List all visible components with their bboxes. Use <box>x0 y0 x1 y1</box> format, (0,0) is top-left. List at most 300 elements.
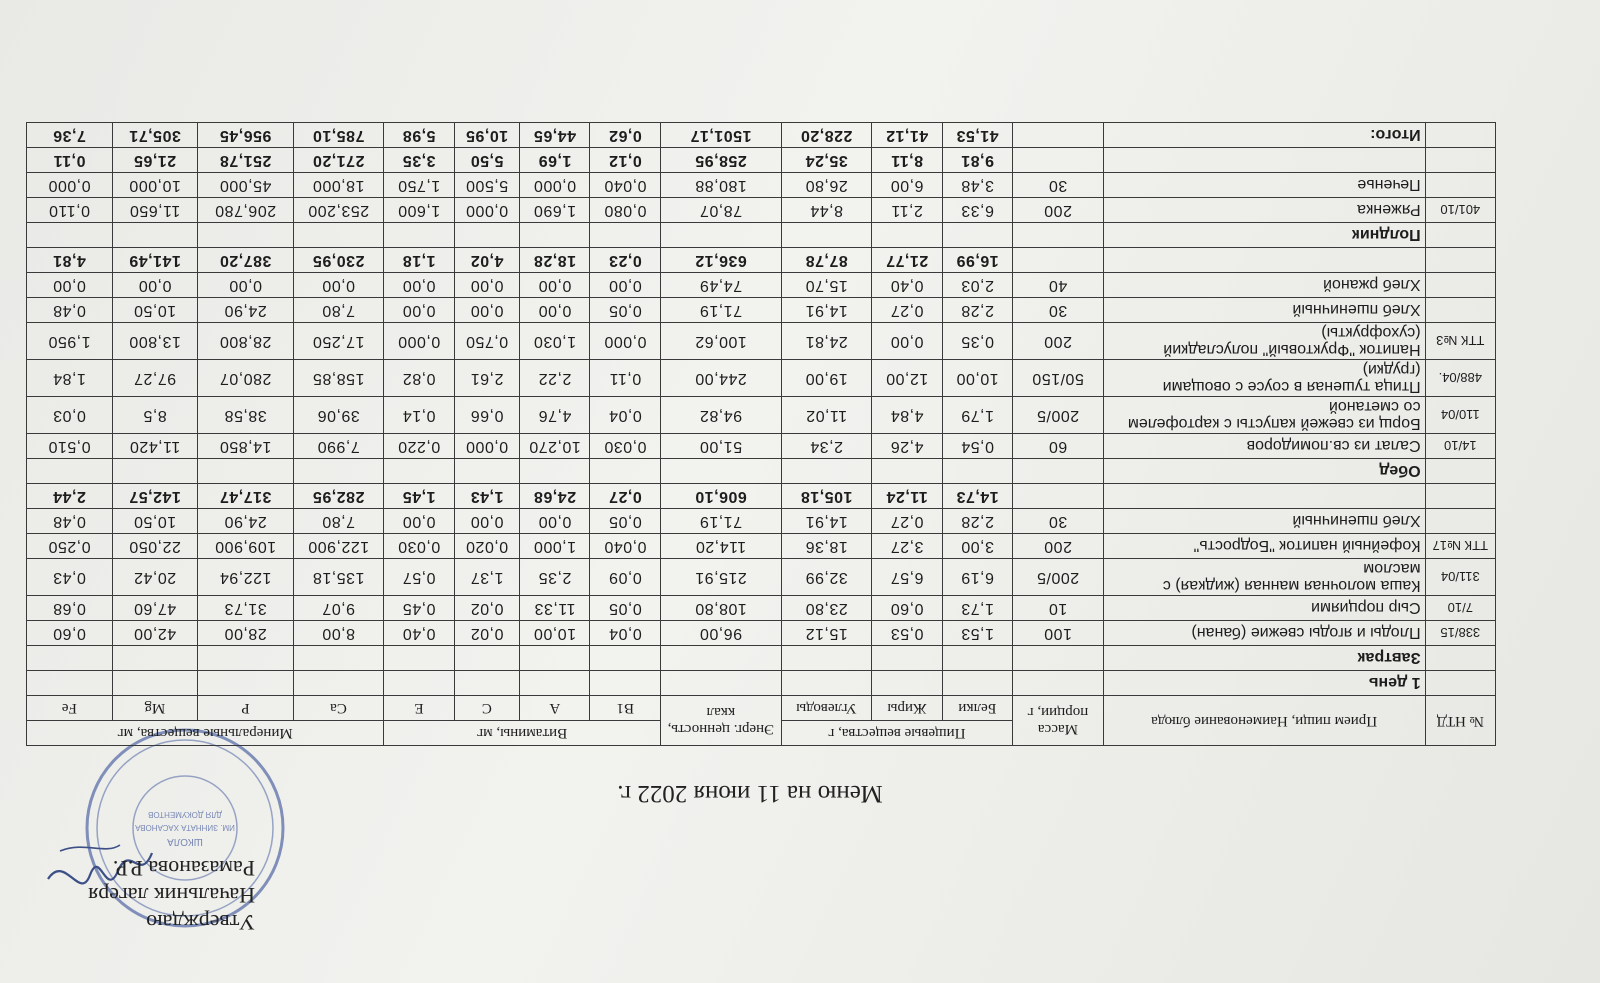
cell-fat: 4,26 <box>872 434 942 459</box>
cell-p: 24,90 <box>198 298 294 323</box>
cell-c <box>454 223 519 248</box>
cell-carbs: 14,91 <box>781 509 872 534</box>
cell-mass: 200 <box>1013 534 1104 559</box>
cell-c: 1,43 <box>454 484 519 509</box>
cell-b1: 0,00 <box>590 273 660 298</box>
cell-carbs <box>781 671 872 696</box>
cell-energy <box>660 459 781 484</box>
cell-ntd: 14/10 <box>1425 434 1495 459</box>
cell-mg: 141,49 <box>112 248 198 273</box>
col-fe: Fe <box>27 696 113 721</box>
cell-carbs: 24,81 <box>781 323 872 360</box>
cell-e <box>384 459 454 484</box>
cell-carbs <box>781 646 872 671</box>
section-row <box>27 223 1496 248</box>
cell-fat: 0,60 <box>872 596 942 621</box>
cell-fat: 4,84 <box>872 397 942 434</box>
cell-mass <box>1013 123 1104 148</box>
cell-name: 1 день <box>1103 671 1425 696</box>
cell-fe: 0,48 <box>27 509 113 534</box>
svg-text:ШКОЛА: ШКОЛА <box>167 836 203 847</box>
cell-mass: 200 <box>1013 198 1104 223</box>
cell-b1: 0,05 <box>590 298 660 323</box>
col-mg: Mg <box>112 696 198 721</box>
cell-mg: 10,50 <box>112 298 198 323</box>
cell-e: 1,45 <box>384 484 454 509</box>
cell-mass <box>1013 248 1104 273</box>
cell-energy: 258,95 <box>660 148 781 173</box>
cell-ca: 785,10 <box>293 123 384 148</box>
cell-fe: 0,48 <box>27 298 113 323</box>
cell-mass <box>1013 671 1104 696</box>
col-carbs: Углеводы <box>781 696 872 721</box>
cell-carbs: 32,99 <box>781 559 872 596</box>
cell-b1: 0,27 <box>590 484 660 509</box>
cell-protein: 0,54 <box>942 434 1012 459</box>
total-row <box>27 148 1496 173</box>
cell-fat <box>872 223 942 248</box>
approval-block <box>15 854 255 935</box>
cell-fe <box>27 223 113 248</box>
cell-c: 4,02 <box>454 248 519 273</box>
cell-protein: 3,48 <box>942 173 1012 198</box>
cell-mg <box>112 223 198 248</box>
cell-e: 1,18 <box>384 248 454 273</box>
cell-name: Ряженка <box>1103 198 1425 223</box>
cell-e: 0,00 <box>384 273 454 298</box>
cell-mass <box>1013 148 1104 173</box>
approval-line: Утверждаю <box>146 910 255 935</box>
cell-protein: 0,35 <box>942 323 1012 360</box>
cell-p: 38,58 <box>198 397 294 434</box>
cell-ca: 7,990 <box>293 434 384 459</box>
cell-c: 0,00 <box>454 273 519 298</box>
cell-name <box>1103 148 1425 173</box>
cell-mass: 100 <box>1013 621 1104 646</box>
cell-ntd <box>1425 123 1495 148</box>
table-row <box>27 596 1496 621</box>
table-row <box>27 273 1496 298</box>
document-title: Меню на 11 июня 2022 г. <box>617 780 883 807</box>
cell-protein: 6,33 <box>942 198 1012 223</box>
cell-ca: 158,85 <box>293 360 384 397</box>
cell-fat: 21,77 <box>872 248 942 273</box>
cell-ntd: ТТК №3 <box>1425 323 1495 360</box>
cell-fat: 6,00 <box>872 173 942 198</box>
cell-protein: 2,28 <box>942 298 1012 323</box>
col-ca: Ca <box>293 696 384 721</box>
approval-person: Рамазанова Р.Р. <box>112 856 255 881</box>
cell-a: 10,00 <box>520 621 590 646</box>
cell-ca <box>293 223 384 248</box>
cell-ca: 253,200 <box>293 198 384 223</box>
cell-energy: 244,00 <box>660 360 781 397</box>
cell-carbs: 35,24 <box>781 148 872 173</box>
cell-name: Хлеб ржаной <box>1103 273 1425 298</box>
cell-name <box>1103 484 1425 509</box>
cell-energy: 108,80 <box>660 596 781 621</box>
cell-carbs <box>781 459 872 484</box>
cell-fe: 0,250 <box>27 534 113 559</box>
cell-mg: 11,650 <box>112 198 198 223</box>
cell-p: 45,000 <box>198 173 294 198</box>
col-fat: Жиры <box>872 696 942 721</box>
cell-energy: 180,88 <box>660 173 781 198</box>
cell-c: 0,000 <box>454 434 519 459</box>
cell-c: 0,02 <box>454 621 519 646</box>
cell-mg: 11,420 <box>112 434 198 459</box>
cell-p: 206,780 <box>198 198 294 223</box>
cell-energy: 100,62 <box>660 323 781 360</box>
cell-c: 2,61 <box>454 360 519 397</box>
cell-protein: 1,79 <box>942 397 1012 434</box>
cell-a: 2,35 <box>520 559 590 596</box>
cell-energy: 1501,17 <box>660 123 781 148</box>
svg-text:ДЛЯ ДОКУМЕНТОВ: ДЛЯ ДОКУМЕНТОВ <box>147 810 223 819</box>
cell-b1: 0,11 <box>590 360 660 397</box>
cell-mg: 10,000 <box>112 173 198 198</box>
cell-p: 14,850 <box>198 434 294 459</box>
cell-ntd: ТТК №17 <box>1425 534 1495 559</box>
table-body <box>27 123 1496 696</box>
cell-p: 28,00 <box>198 621 294 646</box>
cell-fat: 41,12 <box>872 123 942 148</box>
cell-c: 5,50 <box>454 148 519 173</box>
cell-e: 0,57 <box>384 559 454 596</box>
cell-mg: 142,57 <box>112 484 198 509</box>
cell-fe: 0,000 <box>27 173 113 198</box>
cell-b1: 0,080 <box>590 198 660 223</box>
cell-c: 1,37 <box>454 559 519 596</box>
cell-a: 1,030 <box>520 323 590 360</box>
cell-e: 1,750 <box>384 173 454 198</box>
cell-carbs: 105,18 <box>781 484 872 509</box>
table-row <box>27 397 1496 434</box>
cell-a: 0,00 <box>520 509 590 534</box>
cell-ntd <box>1425 148 1495 173</box>
cell-energy <box>660 671 781 696</box>
cell-a: 10,270 <box>520 434 590 459</box>
cell-protein <box>942 223 1012 248</box>
cell-name: Хлеб пшеничный <box>1103 298 1425 323</box>
cell-fat: 0,40 <box>872 273 942 298</box>
cell-b1: 0,04 <box>590 621 660 646</box>
cell-ca <box>293 459 384 484</box>
cell-a: 18,28 <box>520 248 590 273</box>
cell-b1: 0,12 <box>590 148 660 173</box>
cell-fat: 0,00 <box>872 323 942 360</box>
cell-fe <box>27 671 113 696</box>
cell-ntd: 338/15 <box>1425 621 1495 646</box>
cell-carbs: 87,78 <box>781 248 872 273</box>
col-p: P <box>198 696 294 721</box>
cell-carbs: 18,36 <box>781 534 872 559</box>
col-ntd: № НТД <box>1425 696 1495 746</box>
cell-p <box>198 223 294 248</box>
cell-b1: 0,040 <box>590 534 660 559</box>
cell-b1 <box>590 223 660 248</box>
cell-carbs: 11,02 <box>781 397 872 434</box>
cell-ca: 9,07 <box>293 596 384 621</box>
cell-ca: 7,80 <box>293 298 384 323</box>
cell-protein: 41,53 <box>942 123 1012 148</box>
cell-energy: 51,00 <box>660 434 781 459</box>
cell-ca <box>293 646 384 671</box>
cell-ca: 18,000 <box>293 173 384 198</box>
cell-ntd <box>1425 646 1495 671</box>
cell-b1 <box>590 671 660 696</box>
cell-energy: 78,07 <box>660 198 781 223</box>
table-row <box>27 434 1496 459</box>
col-e: Е <box>384 696 454 721</box>
cell-fe: 1,84 <box>27 360 113 397</box>
cell-c: 10,95 <box>454 123 519 148</box>
cell-fe: 0,00 <box>27 273 113 298</box>
cell-ntd <box>1425 671 1495 696</box>
cell-mass: 200/5 <box>1013 397 1104 434</box>
cell-ntd <box>1425 509 1495 534</box>
cell-c <box>454 671 519 696</box>
cell-energy: 71,19 <box>660 509 781 534</box>
cell-mg: 42,00 <box>112 621 198 646</box>
cell-name <box>1103 248 1425 273</box>
cell-a <box>520 646 590 671</box>
col-mass: Масса порции, г <box>1013 696 1104 746</box>
cell-ntd: 7/10 <box>1425 596 1495 621</box>
cell-name: Каша молочная манная (жидкая) с маслом <box>1103 559 1425 596</box>
table-header <box>27 696 1496 746</box>
cell-p: 122,94 <box>198 559 294 596</box>
cell-c: 0,66 <box>454 397 519 434</box>
cell-name: Печенье <box>1103 173 1425 198</box>
cell-c: 5,500 <box>454 173 519 198</box>
cell-energy <box>660 223 781 248</box>
cell-energy: 215,91 <box>660 559 781 596</box>
cell-protein: 1,53 <box>942 621 1012 646</box>
cell-e: 0,14 <box>384 397 454 434</box>
cell-ca: 39,06 <box>293 397 384 434</box>
col-minerals-group: Минеральные вещества, мг <box>27 721 384 746</box>
cell-fat <box>872 459 942 484</box>
cell-fe: 0,110 <box>27 198 113 223</box>
total-row <box>27 248 1496 273</box>
table-row <box>27 298 1496 323</box>
cell-fe <box>27 459 113 484</box>
cell-fe: 1,950 <box>27 323 113 360</box>
cell-name: Напиток "Фруктовый" полусладкий (сухофрукты) <box>1103 323 1425 360</box>
cell-p: 31,73 <box>198 596 294 621</box>
table-row <box>27 198 1496 223</box>
table-row <box>27 509 1496 534</box>
cell-p: 0,00 <box>198 273 294 298</box>
cell-a: 44,65 <box>520 123 590 148</box>
cell-name: Полдник <box>1103 223 1425 248</box>
cell-fe: 0,68 <box>27 596 113 621</box>
cell-fe: 0,11 <box>27 148 113 173</box>
cell-p: 280,07 <box>198 360 294 397</box>
cell-name: Обед <box>1103 459 1425 484</box>
col-energy: Энерг. ценность, ккал <box>660 696 781 746</box>
col-nutrients-group: Пищевые вещества, г <box>781 721 1012 746</box>
total-row <box>27 484 1496 509</box>
col-protein: Белки <box>942 696 1012 721</box>
cell-e <box>384 646 454 671</box>
cell-name: Итого: <box>1103 123 1425 148</box>
cell-mg: 0,00 <box>112 273 198 298</box>
cell-e: 0,030 <box>384 534 454 559</box>
cell-name: Сыр порциями <box>1103 596 1425 621</box>
cell-a <box>520 671 590 696</box>
cell-b1: 0,05 <box>590 596 660 621</box>
cell-mass: 50/150 <box>1013 360 1104 397</box>
cell-mg: 22,050 <box>112 534 198 559</box>
cell-p: 956,45 <box>198 123 294 148</box>
total-row <box>27 123 1496 148</box>
cell-a: 1,69 <box>520 148 590 173</box>
cell-fat: 0,27 <box>872 509 942 534</box>
cell-mg: 97,27 <box>112 360 198 397</box>
cell-name: Плоды и ягоды свежие (банан) <box>1103 621 1425 646</box>
table-row <box>27 534 1496 559</box>
cell-a: 11,33 <box>520 596 590 621</box>
cell-a: 0,00 <box>520 273 590 298</box>
cell-fe: 0,60 <box>27 621 113 646</box>
cell-e: 3,35 <box>384 148 454 173</box>
cell-ca: 17,250 <box>293 323 384 360</box>
table-row <box>27 323 1496 360</box>
cell-ntd <box>1425 248 1495 273</box>
cell-ca: 135,18 <box>293 559 384 596</box>
cell-energy: 96,00 <box>660 621 781 646</box>
cell-ca: 122,900 <box>293 534 384 559</box>
cell-c: 0,00 <box>454 509 519 534</box>
cell-ntd: 311/04 <box>1425 559 1495 596</box>
cell-fe: 2,44 <box>27 484 113 509</box>
cell-a: 0,000 <box>520 173 590 198</box>
section-row <box>27 459 1496 484</box>
cell-e <box>384 223 454 248</box>
cell-carbs: 26,80 <box>781 173 872 198</box>
cell-b1: 0,04 <box>590 397 660 434</box>
cell-ca: 8,00 <box>293 621 384 646</box>
cell-b1: 0,62 <box>590 123 660 148</box>
cell-mass: 30 <box>1013 298 1104 323</box>
cell-ca: 271,20 <box>293 148 384 173</box>
cell-b1: 0,05 <box>590 509 660 534</box>
cell-fat: 8,11 <box>872 148 942 173</box>
approval-position: Начальник лагеря <box>88 883 255 908</box>
cell-ntd: 401/10 <box>1425 198 1495 223</box>
cell-p: 387,20 <box>198 248 294 273</box>
cell-mg: 305,71 <box>112 123 198 148</box>
cell-a: 0,00 <box>520 298 590 323</box>
cell-ca: 0,00 <box>293 273 384 298</box>
cell-e: 0,40 <box>384 621 454 646</box>
col-name: Прием пищи, Наименование блюда <box>1103 696 1425 746</box>
cell-fe: 0,03 <box>27 397 113 434</box>
cell-carbs: 23,80 <box>781 596 872 621</box>
cell-b1 <box>590 646 660 671</box>
cell-ntd <box>1425 298 1495 323</box>
cell-protein: 6,19 <box>942 559 1012 596</box>
cell-p <box>198 671 294 696</box>
cell-e: 0,220 <box>384 434 454 459</box>
cell-name: Салат из св.помидоров <box>1103 434 1425 459</box>
cell-e: 0,000 <box>384 323 454 360</box>
cell-p: 317,47 <box>198 484 294 509</box>
section-row <box>27 646 1496 671</box>
cell-e: 0,82 <box>384 360 454 397</box>
cell-a <box>520 223 590 248</box>
cell-c: 0,750 <box>454 323 519 360</box>
cell-fe: 0,510 <box>27 434 113 459</box>
cell-mass <box>1013 484 1104 509</box>
cell-energy: 606,10 <box>660 484 781 509</box>
cell-protein: 16,99 <box>942 248 1012 273</box>
cell-protein: 3,00 <box>942 534 1012 559</box>
cell-mass <box>1013 459 1104 484</box>
table-row <box>27 621 1496 646</box>
cell-carbs: 14,91 <box>781 298 872 323</box>
cell-b1: 0,23 <box>590 248 660 273</box>
cell-name: Борщ из свежей капусты с картофелем со сметаной <box>1103 397 1425 434</box>
cell-a: 4,76 <box>520 397 590 434</box>
cell-energy: 74,49 <box>660 273 781 298</box>
cell-ca: 282,95 <box>293 484 384 509</box>
cell-fat: 12,00 <box>872 360 942 397</box>
cell-mass <box>1013 223 1104 248</box>
cell-carbs: 2,34 <box>781 434 872 459</box>
cell-name: Завтрак <box>1103 646 1425 671</box>
cell-ntd <box>1425 223 1495 248</box>
cell-fe <box>27 646 113 671</box>
cell-fe: 0,43 <box>27 559 113 596</box>
cell-p: 109,900 <box>198 534 294 559</box>
cell-fat: 0,53 <box>872 621 942 646</box>
section-row <box>27 671 1496 696</box>
cell-e <box>384 671 454 696</box>
cell-name: Хлеб пшеничный <box>1103 509 1425 534</box>
cell-protein <box>942 646 1012 671</box>
cell-energy: 636,12 <box>660 248 781 273</box>
cell-mg: 20,42 <box>112 559 198 596</box>
cell-mg: 21,65 <box>112 148 198 173</box>
cell-c: 0,020 <box>454 534 519 559</box>
cell-energy: 71,19 <box>660 298 781 323</box>
cell-e: 0,00 <box>384 509 454 534</box>
cell-b1: 0,09 <box>590 559 660 596</box>
cell-protein: 2,28 <box>942 509 1012 534</box>
cell-c <box>454 459 519 484</box>
cell-b1 <box>590 459 660 484</box>
cell-p <box>198 646 294 671</box>
cell-a: 2,22 <box>520 360 590 397</box>
cell-fat: 0,27 <box>872 298 942 323</box>
cell-energy: 114,20 <box>660 534 781 559</box>
cell-mg <box>112 459 198 484</box>
cell-protein <box>942 671 1012 696</box>
cell-carbs <box>781 223 872 248</box>
cell-b1: 0,040 <box>590 173 660 198</box>
svg-text:ИМ. ЗИННАТА ХАСАНОВА: ИМ. ЗИННАТА ХАСАНОВА <box>135 823 235 832</box>
cell-e: 5,98 <box>384 123 454 148</box>
cell-p: 24,90 <box>198 509 294 534</box>
table-row <box>27 559 1496 596</box>
cell-ca: 230,95 <box>293 248 384 273</box>
cell-mass: 60 <box>1013 434 1104 459</box>
cell-fat: 11,24 <box>872 484 942 509</box>
cell-ntd: 110/04 <box>1425 397 1495 434</box>
